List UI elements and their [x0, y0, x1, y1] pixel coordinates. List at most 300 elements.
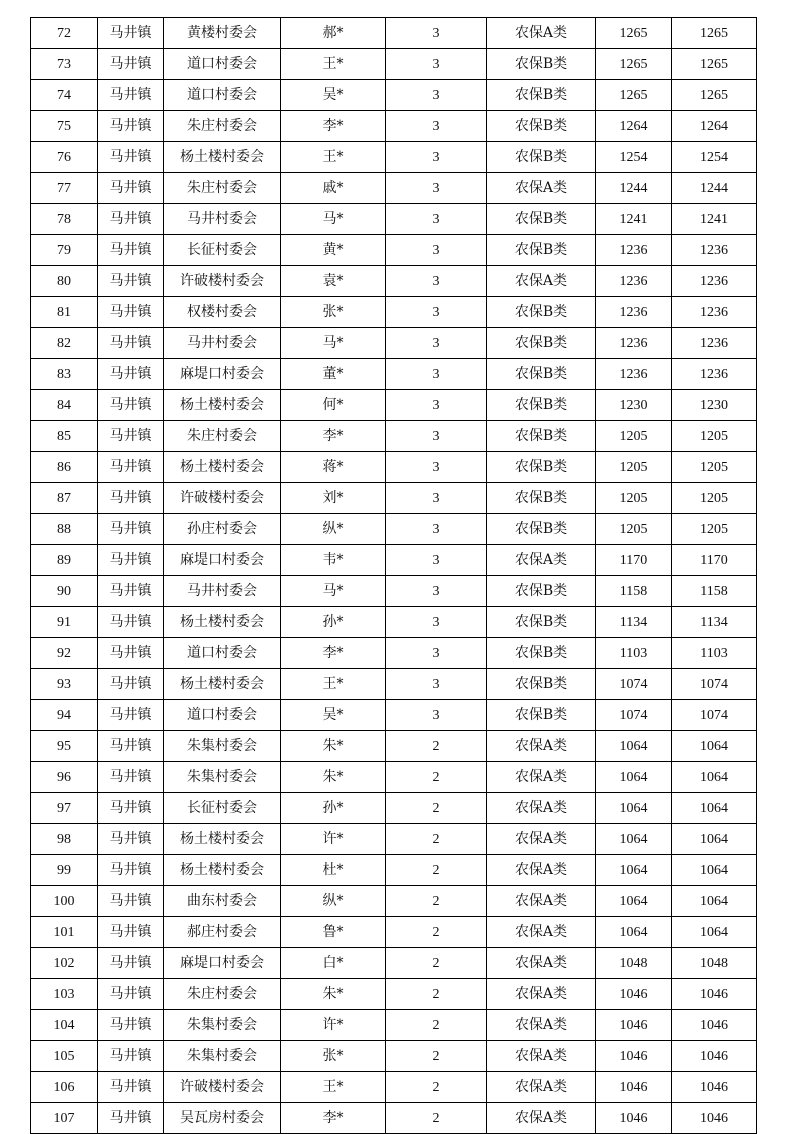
village-cell: 道口村委会: [164, 700, 281, 731]
name-cell: 朱*: [281, 762, 386, 793]
row-number-cell: 84: [31, 390, 98, 421]
amount-total-cell: 1064: [672, 762, 757, 793]
count-cell: 3: [386, 638, 487, 669]
category-cell: 农保B类: [487, 111, 596, 142]
town-cell: 马井镇: [98, 545, 164, 576]
town-cell: 马井镇: [98, 390, 164, 421]
amount-cell: 1064: [596, 762, 672, 793]
name-cell: 李*: [281, 1103, 386, 1134]
town-cell: 马井镇: [98, 1103, 164, 1134]
amount-cell: 1241: [596, 204, 672, 235]
amount-total-cell: 1236: [672, 359, 757, 390]
category-cell: 农保B类: [487, 607, 596, 638]
village-cell: 麻堤口村委会: [164, 359, 281, 390]
amount-total-cell: 1064: [672, 793, 757, 824]
table-row: [31, 638, 757, 669]
category-cell: 农保A类: [487, 266, 596, 297]
village-cell: 朱庄村委会: [164, 173, 281, 204]
name-cell: 吴*: [281, 700, 386, 731]
count-cell: 3: [386, 266, 487, 297]
category-cell: 农保B类: [487, 452, 596, 483]
amount-cell: 1205: [596, 483, 672, 514]
row-number-cell: 94: [31, 700, 98, 731]
count-cell: 2: [386, 948, 487, 979]
row-number-cell: 73: [31, 49, 98, 80]
row-number-cell: 77: [31, 173, 98, 204]
category-cell: 农保A类: [487, 793, 596, 824]
table-row: [31, 235, 757, 266]
town-cell: 马井镇: [98, 235, 164, 266]
village-cell: 许破楼村委会: [164, 1072, 281, 1103]
count-cell: 3: [386, 328, 487, 359]
count-cell: 2: [386, 1072, 487, 1103]
count-cell: 2: [386, 1010, 487, 1041]
row-number-cell: 86: [31, 452, 98, 483]
table-row: [31, 576, 757, 607]
amount-total-cell: 1046: [672, 1010, 757, 1041]
table-row: [31, 762, 757, 793]
amount-cell: 1046: [596, 1010, 672, 1041]
table-body: [31, 18, 757, 1134]
amount-total-cell: 1236: [672, 328, 757, 359]
amount-cell: 1064: [596, 855, 672, 886]
village-cell: 朱庄村委会: [164, 979, 281, 1010]
village-cell: 马井村委会: [164, 204, 281, 235]
category-cell: 农保A类: [487, 18, 596, 49]
amount-cell: 1205: [596, 452, 672, 483]
row-number-cell: 80: [31, 266, 98, 297]
amount-cell: 1170: [596, 545, 672, 576]
town-cell: 马井镇: [98, 1041, 164, 1072]
village-cell: 杨土楼村委会: [164, 452, 281, 483]
row-number-cell: 90: [31, 576, 98, 607]
category-cell: 农保B类: [487, 204, 596, 235]
town-cell: 马井镇: [98, 979, 164, 1010]
count-cell: 3: [386, 576, 487, 607]
amount-total-cell: 1064: [672, 917, 757, 948]
table-row: [31, 824, 757, 855]
table-row: [31, 483, 757, 514]
count-cell: 2: [386, 793, 487, 824]
category-cell: 农保B类: [487, 700, 596, 731]
count-cell: 3: [386, 142, 487, 173]
table-row: [31, 328, 757, 359]
village-cell: 曲东村委会: [164, 886, 281, 917]
count-cell: 3: [386, 483, 487, 514]
count-cell: 2: [386, 1103, 487, 1134]
town-cell: 马井镇: [98, 514, 164, 545]
amount-cell: 1046: [596, 1041, 672, 1072]
village-cell: 杨土楼村委会: [164, 607, 281, 638]
count-cell: 3: [386, 700, 487, 731]
village-cell: 杨土楼村委会: [164, 824, 281, 855]
category-cell: 农保A类: [487, 855, 596, 886]
count-cell: 3: [386, 390, 487, 421]
category-cell: 农保B类: [487, 483, 596, 514]
category-cell: 农保B类: [487, 390, 596, 421]
amount-total-cell: 1230: [672, 390, 757, 421]
town-cell: 马井镇: [98, 421, 164, 452]
amount-cell: 1046: [596, 1072, 672, 1103]
town-cell: 马井镇: [98, 80, 164, 111]
amount-cell: 1074: [596, 669, 672, 700]
amount-total-cell: 1265: [672, 18, 757, 49]
village-cell: 道口村委会: [164, 638, 281, 669]
amount-cell: 1048: [596, 948, 672, 979]
row-number-cell: 95: [31, 731, 98, 762]
count-cell: 3: [386, 452, 487, 483]
town-cell: 马井镇: [98, 1072, 164, 1103]
name-cell: 李*: [281, 638, 386, 669]
name-cell: 何*: [281, 390, 386, 421]
name-cell: 马*: [281, 204, 386, 235]
name-cell: 白*: [281, 948, 386, 979]
name-cell: 刘*: [281, 483, 386, 514]
amount-cell: 1254: [596, 142, 672, 173]
count-cell: 3: [386, 111, 487, 142]
amount-cell: 1046: [596, 979, 672, 1010]
name-cell: 李*: [281, 111, 386, 142]
table-row: [31, 793, 757, 824]
village-cell: 马井村委会: [164, 576, 281, 607]
town-cell: 马井镇: [98, 328, 164, 359]
amount-total-cell: 1064: [672, 886, 757, 917]
amount-total-cell: 1254: [672, 142, 757, 173]
town-cell: 马井镇: [98, 607, 164, 638]
amount-cell: 1265: [596, 18, 672, 49]
village-cell: 杨土楼村委会: [164, 855, 281, 886]
count-cell: 3: [386, 421, 487, 452]
amount-cell: 1236: [596, 328, 672, 359]
count-cell: 3: [386, 297, 487, 328]
amount-cell: 1236: [596, 266, 672, 297]
row-number-cell: 79: [31, 235, 98, 266]
count-cell: 2: [386, 762, 487, 793]
table-row: [31, 359, 757, 390]
row-number-cell: 104: [31, 1010, 98, 1041]
amount-cell: 1103: [596, 638, 672, 669]
village-cell: 权楼村委会: [164, 297, 281, 328]
count-cell: 3: [386, 173, 487, 204]
amount-total-cell: 1241: [672, 204, 757, 235]
town-cell: 马井镇: [98, 173, 164, 204]
town-cell: 马井镇: [98, 824, 164, 855]
count-cell: 3: [386, 18, 487, 49]
village-cell: 长征村委会: [164, 793, 281, 824]
table-row: [31, 1041, 757, 1072]
count-cell: 2: [386, 731, 487, 762]
name-cell: 袁*: [281, 266, 386, 297]
category-cell: 农保B类: [487, 328, 596, 359]
count-cell: 3: [386, 359, 487, 390]
name-cell: 董*: [281, 359, 386, 390]
town-cell: 马井镇: [98, 1010, 164, 1041]
amount-cell: 1074: [596, 700, 672, 731]
name-cell: 马*: [281, 576, 386, 607]
row-number-cell: 100: [31, 886, 98, 917]
table-row: [31, 266, 757, 297]
amount-total-cell: 1074: [672, 700, 757, 731]
village-cell: 朱集村委会: [164, 1041, 281, 1072]
amount-total-cell: 1205: [672, 483, 757, 514]
category-cell: 农保A类: [487, 824, 596, 855]
table-row: [31, 979, 757, 1010]
count-cell: 3: [386, 204, 487, 235]
row-number-cell: 106: [31, 1072, 98, 1103]
name-cell: 纵*: [281, 886, 386, 917]
row-number-cell: 87: [31, 483, 98, 514]
table-row: [31, 731, 757, 762]
name-cell: 纵*: [281, 514, 386, 545]
count-cell: 2: [386, 917, 487, 948]
row-number-cell: 72: [31, 18, 98, 49]
count-cell: 2: [386, 1041, 487, 1072]
row-number-cell: 91: [31, 607, 98, 638]
row-number-cell: 85: [31, 421, 98, 452]
amount-total-cell: 1046: [672, 1041, 757, 1072]
category-cell: 农保A类: [487, 979, 596, 1010]
amount-total-cell: 1205: [672, 452, 757, 483]
amount-total-cell: 1236: [672, 297, 757, 328]
village-cell: 麻堤口村委会: [164, 545, 281, 576]
name-cell: 孙*: [281, 607, 386, 638]
town-cell: 马井镇: [98, 855, 164, 886]
amount-cell: 1064: [596, 917, 672, 948]
row-number-cell: 74: [31, 80, 98, 111]
village-cell: 麻堤口村委会: [164, 948, 281, 979]
amount-cell: 1244: [596, 173, 672, 204]
amount-total-cell: 1236: [672, 266, 757, 297]
name-cell: 杜*: [281, 855, 386, 886]
category-cell: 农保B类: [487, 142, 596, 173]
town-cell: 马井镇: [98, 18, 164, 49]
row-number-cell: 97: [31, 793, 98, 824]
name-cell: 孙*: [281, 793, 386, 824]
town-cell: 马井镇: [98, 700, 164, 731]
amount-total-cell: 1048: [672, 948, 757, 979]
town-cell: 马井镇: [98, 793, 164, 824]
amount-cell: 1064: [596, 824, 672, 855]
amount-total-cell: 1074: [672, 669, 757, 700]
table-row: [31, 173, 757, 204]
village-cell: 朱庄村委会: [164, 111, 281, 142]
data-table: [30, 17, 757, 1134]
town-cell: 马井镇: [98, 948, 164, 979]
amount-total-cell: 1205: [672, 421, 757, 452]
category-cell: 农保A类: [487, 545, 596, 576]
row-number-cell: 82: [31, 328, 98, 359]
table-row: [31, 886, 757, 917]
town-cell: 马井镇: [98, 886, 164, 917]
town-cell: 马井镇: [98, 669, 164, 700]
amount-cell: 1264: [596, 111, 672, 142]
table-row: [31, 204, 757, 235]
table-row: [31, 1072, 757, 1103]
row-number-cell: 99: [31, 855, 98, 886]
category-cell: 农保A类: [487, 1072, 596, 1103]
row-number-cell: 75: [31, 111, 98, 142]
row-number-cell: 92: [31, 638, 98, 669]
row-number-cell: 98: [31, 824, 98, 855]
table-row: [31, 514, 757, 545]
table-row: [31, 545, 757, 576]
count-cell: 2: [386, 824, 487, 855]
row-number-cell: 96: [31, 762, 98, 793]
category-cell: 农保B类: [487, 514, 596, 545]
table-row: [31, 142, 757, 173]
town-cell: 马井镇: [98, 731, 164, 762]
amount-cell: 1046: [596, 1103, 672, 1134]
table-row: [31, 111, 757, 142]
table-row: [31, 669, 757, 700]
name-cell: 戚*: [281, 173, 386, 204]
count-cell: 3: [386, 545, 487, 576]
category-cell: 农保A类: [487, 886, 596, 917]
category-cell: 农保B类: [487, 297, 596, 328]
village-cell: 长征村委会: [164, 235, 281, 266]
category-cell: 农保B类: [487, 638, 596, 669]
amount-cell: 1230: [596, 390, 672, 421]
table-row: [31, 18, 757, 49]
count-cell: 3: [386, 49, 487, 80]
table-row: [31, 1010, 757, 1041]
name-cell: 鲁*: [281, 917, 386, 948]
village-cell: 杨土楼村委会: [164, 390, 281, 421]
amount-total-cell: 1264: [672, 111, 757, 142]
amount-cell: 1236: [596, 359, 672, 390]
name-cell: 韦*: [281, 545, 386, 576]
name-cell: 朱*: [281, 731, 386, 762]
amount-cell: 1236: [596, 235, 672, 266]
row-number-cell: 102: [31, 948, 98, 979]
name-cell: 黄*: [281, 235, 386, 266]
village-cell: 朱集村委会: [164, 1010, 281, 1041]
count-cell: 2: [386, 886, 487, 917]
village-cell: 朱集村委会: [164, 731, 281, 762]
row-number-cell: 78: [31, 204, 98, 235]
town-cell: 马井镇: [98, 452, 164, 483]
amount-total-cell: 1046: [672, 1072, 757, 1103]
category-cell: 农保A类: [487, 948, 596, 979]
village-cell: 黄楼村委会: [164, 18, 281, 49]
amount-cell: 1236: [596, 297, 672, 328]
name-cell: 吴*: [281, 80, 386, 111]
name-cell: 朱*: [281, 979, 386, 1010]
amount-cell: 1265: [596, 49, 672, 80]
count-cell: 3: [386, 235, 487, 266]
village-cell: 道口村委会: [164, 49, 281, 80]
amount-total-cell: 1265: [672, 80, 757, 111]
village-cell: 杨土楼村委会: [164, 669, 281, 700]
town-cell: 马井镇: [98, 111, 164, 142]
village-cell: 孙庄村委会: [164, 514, 281, 545]
town-cell: 马井镇: [98, 297, 164, 328]
name-cell: 王*: [281, 669, 386, 700]
amount-total-cell: 1103: [672, 638, 757, 669]
village-cell: 道口村委会: [164, 80, 281, 111]
town-cell: 马井镇: [98, 359, 164, 390]
amount-cell: 1064: [596, 886, 672, 917]
name-cell: 张*: [281, 297, 386, 328]
row-number-cell: 89: [31, 545, 98, 576]
town-cell: 马井镇: [98, 576, 164, 607]
row-number-cell: 81: [31, 297, 98, 328]
name-cell: 张*: [281, 1041, 386, 1072]
town-cell: 马井镇: [98, 266, 164, 297]
row-number-cell: 88: [31, 514, 98, 545]
count-cell: 3: [386, 669, 487, 700]
row-number-cell: 83: [31, 359, 98, 390]
row-number-cell: 76: [31, 142, 98, 173]
name-cell: 王*: [281, 142, 386, 173]
table-row: [31, 297, 757, 328]
category-cell: 农保B类: [487, 669, 596, 700]
amount-cell: 1205: [596, 514, 672, 545]
amount-total-cell: 1236: [672, 235, 757, 266]
category-cell: 农保B类: [487, 49, 596, 80]
category-cell: 农保A类: [487, 1041, 596, 1072]
category-cell: 农保B类: [487, 80, 596, 111]
village-cell: 郝庄村委会: [164, 917, 281, 948]
name-cell: 许*: [281, 824, 386, 855]
count-cell: 2: [386, 855, 487, 886]
amount-total-cell: 1064: [672, 731, 757, 762]
amount-total-cell: 1134: [672, 607, 757, 638]
count-cell: 3: [386, 607, 487, 638]
table-row: [31, 452, 757, 483]
village-cell: 朱庄村委会: [164, 421, 281, 452]
amount-total-cell: 1244: [672, 173, 757, 204]
amount-total-cell: 1158: [672, 576, 757, 607]
table-row: [31, 80, 757, 111]
name-cell: 蒋*: [281, 452, 386, 483]
amount-total-cell: 1205: [672, 514, 757, 545]
table-row: [31, 1103, 757, 1134]
amount-total-cell: 1064: [672, 855, 757, 886]
village-cell: 杨土楼村委会: [164, 142, 281, 173]
table-row: [31, 421, 757, 452]
row-number-cell: 93: [31, 669, 98, 700]
amount-cell: 1134: [596, 607, 672, 638]
category-cell: 农保B类: [487, 235, 596, 266]
table-row: [31, 700, 757, 731]
row-number-cell: 105: [31, 1041, 98, 1072]
amount-cell: 1205: [596, 421, 672, 452]
category-cell: 农保A类: [487, 1103, 596, 1134]
count-cell: 3: [386, 514, 487, 545]
amount-total-cell: 1170: [672, 545, 757, 576]
table-row: [31, 917, 757, 948]
name-cell: 郝*: [281, 18, 386, 49]
amount-cell: 1265: [596, 80, 672, 111]
amount-cell: 1064: [596, 731, 672, 762]
town-cell: 马井镇: [98, 49, 164, 80]
count-cell: 2: [386, 979, 487, 1010]
amount-cell: 1064: [596, 793, 672, 824]
row-number-cell: 103: [31, 979, 98, 1010]
category-cell: 农保A类: [487, 762, 596, 793]
amount-total-cell: 1046: [672, 1103, 757, 1134]
town-cell: 马井镇: [98, 483, 164, 514]
village-cell: 吴瓦房村委会: [164, 1103, 281, 1134]
village-cell: 朱集村委会: [164, 762, 281, 793]
category-cell: 农保B类: [487, 576, 596, 607]
village-cell: 许破楼村委会: [164, 483, 281, 514]
category-cell: 农保B类: [487, 359, 596, 390]
village-cell: 许破楼村委会: [164, 266, 281, 297]
town-cell: 马井镇: [98, 762, 164, 793]
name-cell: 王*: [281, 49, 386, 80]
